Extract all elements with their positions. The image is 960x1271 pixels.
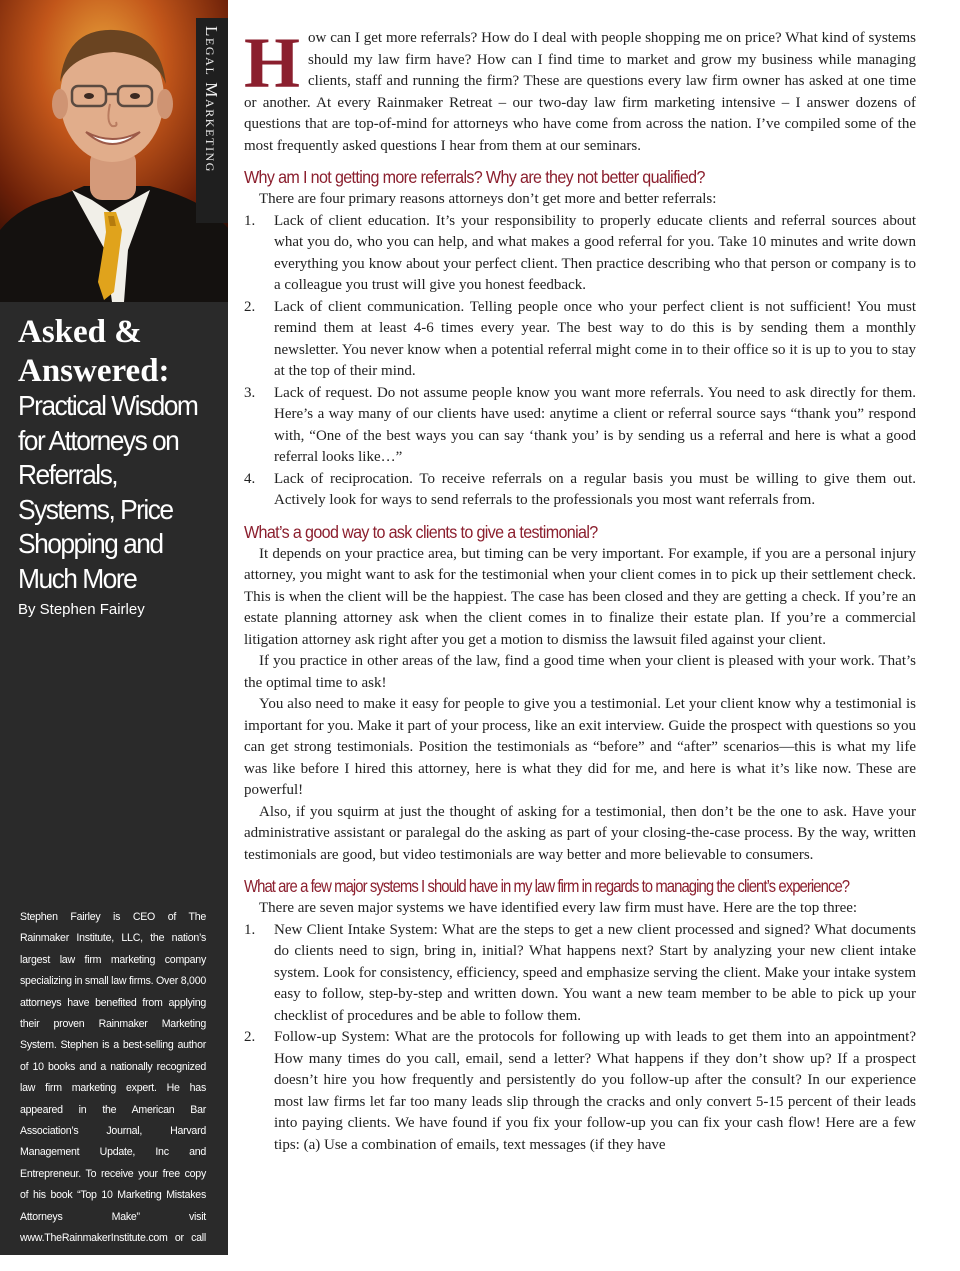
- author-portrait-illustration: [0, 0, 228, 302]
- testimonial-paragraph: If you practice in other areas of the law, find a good time when your client is pleased with your work. That’s the optimal time to ask!: [244, 653, 916, 691]
- author-photo: [0, 0, 228, 302]
- list-number: 2.: [244, 298, 256, 315]
- list-number: 4.: [244, 470, 256, 487]
- systems-lead: There are seven major systems we have identified every law firm must have. Here are the top three:: [259, 900, 858, 916]
- list-number: 1.: [244, 921, 256, 938]
- systems-list: [244, 920, 916, 1157]
- list-number: 2.: [244, 1029, 256, 1045]
- list-item-text: New Client Intake System: What are the steps to get a new client processed and signed? What documents do clients need to sign, bring in, initial? What happens next? Start by analyzing your new client intake system. Look for consistency, efficiency, speed and emphasize serving the client. Make your intake system easy to follow, step-by-step and written down. You want a new team member to be able to pick up your checklist of procedures and be able to follow them.: [274, 921, 916, 1024]
- drop-cap: H: [244, 23, 301, 103]
- referrals-lead: There are four primary reasons attorneys don’t get more and better referrals:: [259, 191, 717, 207]
- section-label: Legal Marketing: [202, 26, 221, 174]
- article-subtitle: Practical Wisdom for Attorneys on Referrals, Systems, Price Shopping and Much More: [18, 390, 198, 594]
- section-tab: [196, 18, 228, 223]
- testimonial-paragraph: You also need to make it easy for people to give you a testimonial. Let your client know why a testimonial is important for you. Make it part of your process, like an exit interview. Guide the prospect with questions so you can get strong testimonials. Position the testimonials as “before” and “after” scenarios—this is what my life was like before I hired this attorney, here is what they did for me, and here is what it’s like now. These are powerful!: [244, 696, 916, 798]
- referrals-list: [244, 211, 916, 512]
- list-item: [244, 1027, 916, 1156]
- list-item-text: Lack of client communication. Telling people once who your perfect client is not sufficient! You must remind them at least 4-6 times every year. The best way to do this is by sending them a monthly newsletter. You never know when a potential referral might come in to their office so it is up to you to stay at the top of their mind.: [274, 298, 916, 379]
- heading-systems: What are a few major systems I should have in my law firm in regards to managing the client’s experience?: [244, 876, 850, 896]
- list-item-text: Lack of request. Do not assume people know you want more referrals. You need to ask directly for them. Here’s a way many of our clients have used: anytime a client or referral source says “thank you” respond with, “One of the best ways you can say ‘thank you’ is by sending us a referral and here is what a good referral looks like…”: [274, 384, 916, 465]
- list-item: [244, 211, 916, 297]
- article-title: Asked & Answered:: [18, 314, 170, 389]
- byline: By Stephen Fairley: [18, 601, 145, 618]
- list-item: [244, 920, 916, 1028]
- list-number: 1.: [244, 212, 256, 229]
- list-item-text: Lack of client education. It’s your responsibility to properly educate clients and referral sources about what you do, who you can help, and what makes a good referral for you. Take 10 minutes and write down everything you know about your perfect client. Then practice describing who that person or company is to a colleague you trust will give you honest feedback.: [274, 212, 916, 293]
- sidebar: [0, 0, 228, 1266]
- list-item: [244, 469, 916, 512]
- intro-paragraph: [244, 23, 916, 157]
- list-item-text: Lack of reciprocation. To receive referrals on a regular basis you must be willing to give them out. Actively look for ways to send referrals to the professionals you most want referrals from.: [274, 470, 916, 508]
- testimonial-paragraph: Also, if you squirm at just the thought of asking for a testimonial, then don’t be the one to ask. Have your administrative assistant or paralegal do the asking as part of your closing-the-case process. By the way, written testimonials are good, but video testimonials are way better and more believable to consumers.: [244, 803, 916, 863]
- heading-testimonial: What’s a good way to ask clients to give a testimonial?: [244, 521, 598, 542]
- testimonial-paragraph: It depends on your practice area, but timing can be very important. For example, if you are a personal injury attorney, you might want to ask for the testimonial when your client comes in to pick up their settlement check. This is when the client will be the happiest. The case has been closed and they are getting a check. If you’re an estate planning attorney ask when the client comes in to finalize their estate plan. If you’re a commercial litigation attorney ask right after you get a motion to dismiss the lawsuit filed against your client.: [244, 545, 916, 648]
- list-number: 3.: [244, 384, 256, 401]
- author-bio: Stephen Fairley is CEO of The Rainmaker Institute, LLC, the nation’s largest law firm marketing company specializing in small law firms. Over 8,000 attorneys have benefited from applying their proven Rainmaker Marketing System. Stephen is a best-selling author of 10 books and a nationally recognized law firm marketing expert. He has appeared in the American Bar Association’s Journal, Harvard Management Update, Inc and Entrepreneur. To receive your free copy of his book “Top 10 Marketing Mistakes Attorneys Make” visit www.TheRainmakerInstitute.com or call 888-588-5891.: [20, 911, 206, 1266]
- heading-referrals: Why am I not getting more referrals? Why are they not better qualified?: [244, 167, 705, 187]
- list-item: [244, 297, 916, 383]
- article-body: [244, 23, 916, 1156]
- intro-text: ow can I get more referrals? How do I deal with people shopping me on price? What kind of systems should my law firm have? How can I find time to market and grow my business while managing clients, staff and running the firm? These are questions every law firm owner has asked at one time or another. At every Rainmaker Retreat – our two-day law firm marketing intensive – I answer dozens of questions that are top-of-mind for attorneys who have come from across the nation. I’ve compiled some of the most frequently asked questions I hear from them at our seminars.: [244, 30, 916, 154]
- list-item-text: Follow-up System: What are the protocols for following up with leads to get them into an appointment? How many times do you call, email, send a letter? What happens if they don’t show up? If a prospect doesn’t hire you how frequently and persistently do you follow-up after the consult? In our experience most law firms let far too many leads slip through the cracks and only convert 5-15 percent of their leads into paying clients. We have found if you fix your follow-up you can fix your cash flow! Here are a few tips: (a) Use a combination of emails, text messages (if they have: [274, 1029, 916, 1153]
- list-item: [244, 383, 916, 469]
